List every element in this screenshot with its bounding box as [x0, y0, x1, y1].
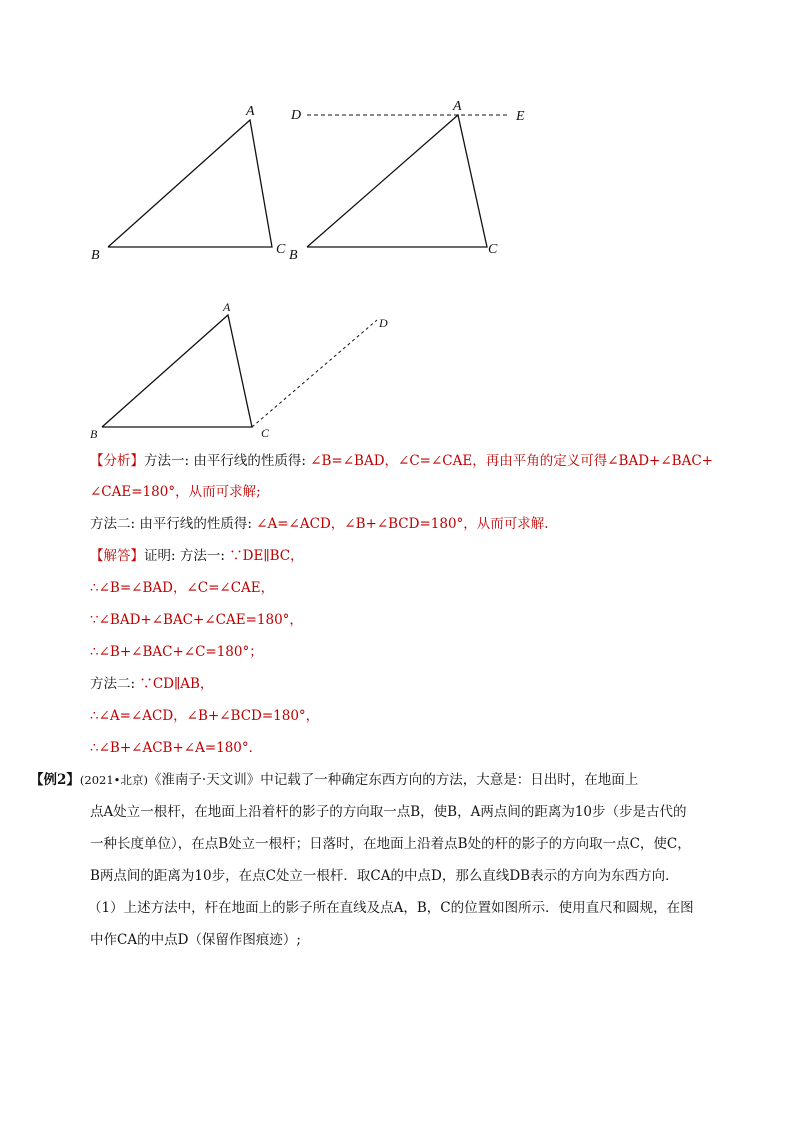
- analysis-method1-cont: ∠CAE=180°，从而可求解;: [90, 484, 261, 500]
- example-source: (2021•北京): [79, 773, 148, 787]
- solution-step-3: ∴∠B+∠BAC+∠C=180°；: [90, 644, 263, 660]
- triangle-abc-1: [108, 120, 272, 247]
- solution-method2-red: ∵CD∥AB，: [139, 676, 214, 692]
- label-e: E: [516, 109, 525, 124]
- solution-method2-label: 方法二:: [90, 676, 140, 692]
- solution-step-1: ∴∠B=∠BAD，∠C=∠CAE，: [90, 580, 275, 596]
- example-para-3: 一种长度单位），在点B处立一根杆；日落时，在地面上沿着点B处的杆的影子的方向取一点C，使C，: [90, 836, 691, 852]
- example-line-1: [30, 770, 638, 790]
- label-b: B: [90, 427, 98, 441]
- analysis-method2-text: ∠A=∠ACD，∠B+∠BCD=180°，从而可求解.: [256, 516, 549, 532]
- solution-line-1: [90, 546, 304, 566]
- solution-step-5: ∴∠B+∠ACB+∠A=180°．: [90, 740, 263, 756]
- label-c: C: [261, 426, 270, 440]
- label-b: B: [289, 248, 298, 263]
- example-para-1: 《淮南子·天文训》中记载了一种确定东西方向的方法，大意是：日出时，在地面上: [147, 772, 639, 788]
- label-d: D: [291, 108, 302, 123]
- solution-tag: 【解答】: [90, 548, 144, 564]
- solution-intro: 证明: 方法一:: [144, 548, 230, 564]
- triangle-figure-3: [80, 295, 410, 445]
- analysis-method1-text: ∠B=∠BAD，∠C=∠CAE，再由平角的定义可得∠BAD+∠BAC+: [310, 453, 713, 469]
- question-1-line-1: （1）上述方法中，杆在地面上的影子所在直线及点A，B，C的位置如图所示．使用直尺和圆规，在图: [88, 900, 694, 916]
- analysis-line-1: [90, 451, 713, 471]
- example-tag: 【例2】: [30, 772, 80, 788]
- analysis-tag: 【分析】: [90, 453, 144, 469]
- solution-step-4: ∴∠A=∠ACD，∠B+∠BCD=180°，: [90, 708, 320, 724]
- solution-method2: [90, 674, 213, 694]
- label-c: C: [276, 242, 286, 257]
- analysis-method2-label: 方法二: 由平行线的性质得:: [90, 516, 257, 532]
- parallel-line-cd: [252, 320, 377, 427]
- analysis-line-3: [90, 514, 549, 534]
- label-a: A: [246, 104, 255, 119]
- example-para-4: B两点间的距离为10步，在点C处立一根杆．取CA的中点D，那么直线DB表示的方向为东西方向．: [90, 868, 679, 884]
- triangle-abc-2: [307, 115, 487, 247]
- question-1-line-2: 中作CA的中点D（保留作图痕迹）;: [90, 932, 301, 948]
- example-para-2: 点A处立一根杆，在地面上沿着杆的影子的方向取一点B，使B，A两点间的距离为10步（步是古代的: [90, 804, 687, 820]
- label-d: D: [379, 316, 388, 330]
- triangle-figure-2: [285, 95, 535, 270]
- analysis-line-2: [90, 482, 261, 502]
- solution-intro-red: ∵DE∥BC，: [229, 548, 304, 564]
- solution-step-2: ∵∠BAD+∠BAC+∠CAE=180°，: [90, 612, 303, 628]
- triangle-abc-3: [102, 315, 252, 427]
- triangle-figure-1: [80, 95, 310, 270]
- label-a: A: [453, 99, 462, 114]
- label-c: C: [488, 242, 498, 257]
- analysis-method1-label: 方法一: 由平行线的性质得:: [144, 453, 311, 469]
- label-a: A: [223, 300, 231, 314]
- label-b: B: [91, 248, 100, 263]
